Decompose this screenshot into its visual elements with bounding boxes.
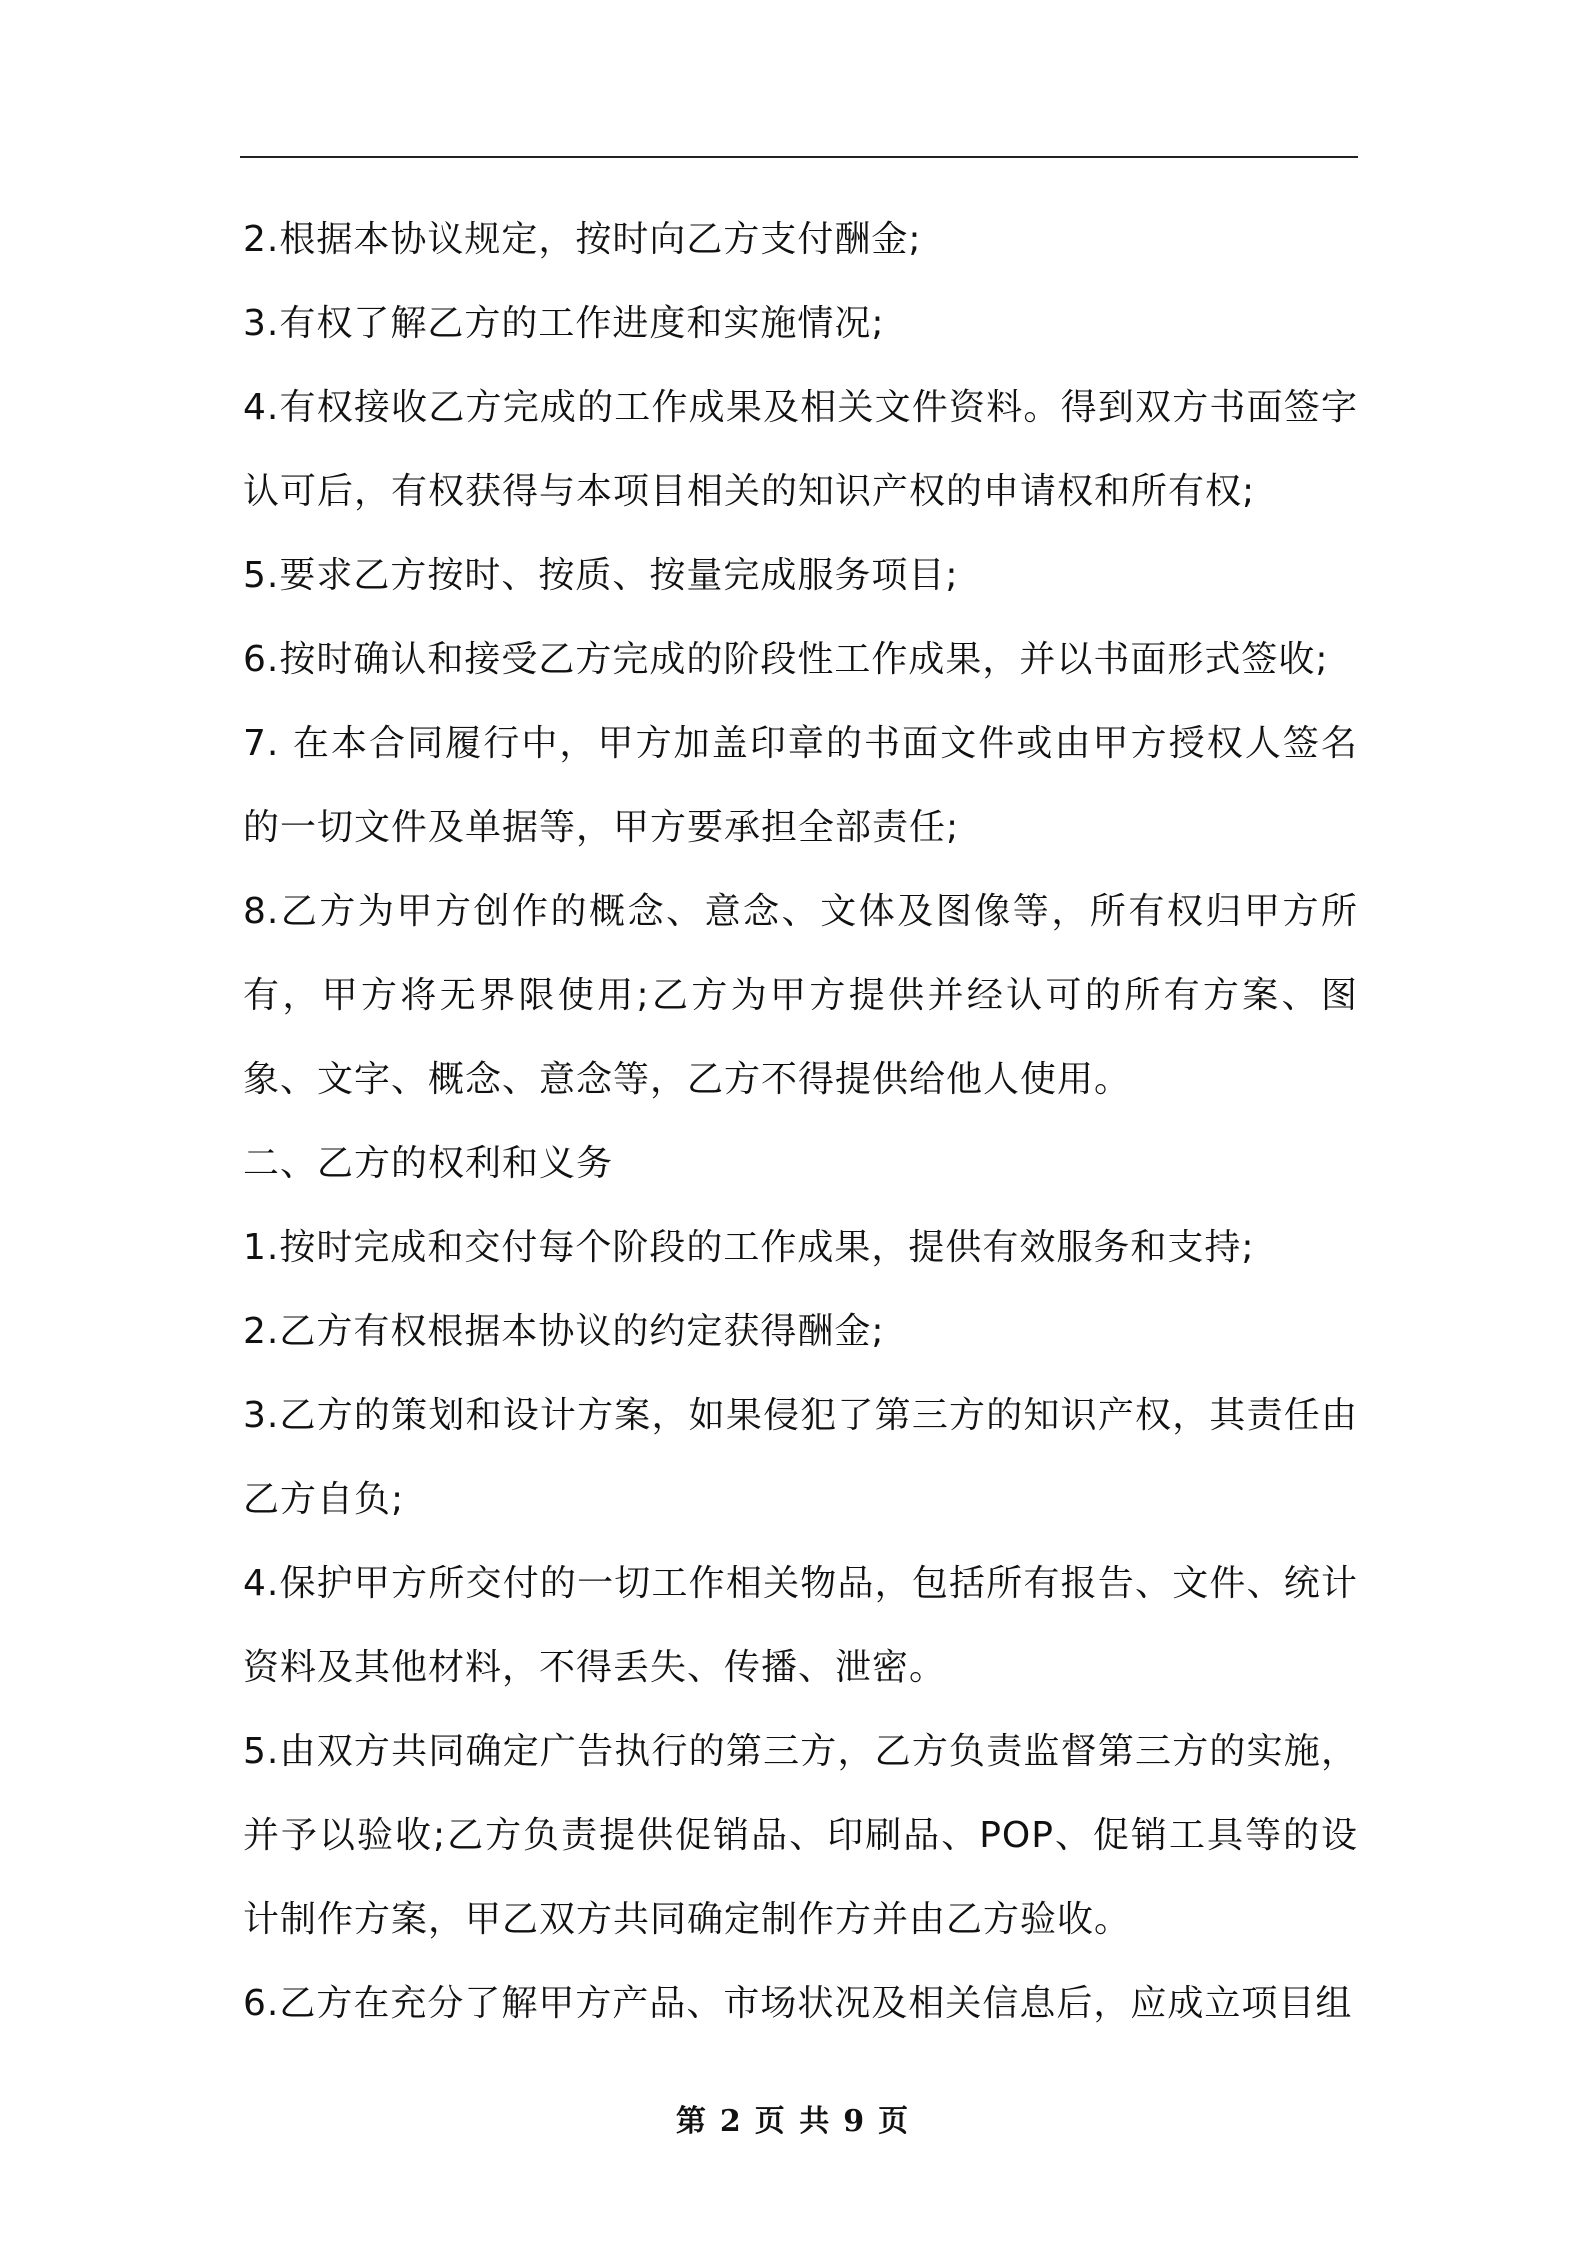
total-pages-number: 9 [843,2104,867,2139]
paragraph: 3.乙方的策划和设计方案，如果侵犯了第三方的知识产权，其责任由乙方自负; [243,1395,1358,1520]
page-prefix: 第 [675,2104,708,2139]
paragraph: 8.乙方为甲方创作的概念、意念、文体及图像等，所有权归甲方所有，甲方将无界限使用;乙方为甲方提供并经认可的所有方案、图象、文字、概念、意念等，乙方不得提供给他人使用。 [243,891,1358,1100]
paragraph: 5.由双方共同确定广告执行的第三方，乙方负责监督第三方的实施，并予以验收;乙方负责提供促销品、印刷品、POP、促销工具等的设计制作方案，甲乙双方共同确定制作方并由乙方验收。 [243,1731,1358,1940]
page-mid-text: 页 共 [754,2104,832,2139]
paragraph: 6.乙方在充分了解甲方产品、市场状况及相关信息后，应成立项目组 [243,1983,1353,2024]
paragraph: 3.有权了解乙方的工作进度和实施情况; [243,303,885,344]
section-heading: 二、乙方的权利和义务 [243,1143,614,1184]
paragraph: 6.按时确认和接受乙方完成的阶段性工作成果，并以书面形式签收; [243,639,1329,680]
paragraph: 1.按时完成和交付每个阶段的工作成果，提供有效服务和支持; [243,1227,1255,1268]
header-divider [240,156,1358,158]
document-body [243,198,1358,2046]
paragraph: 4.有权接收乙方完成的工作成果及相关文件资料。得到双方书面签字认可后，有权获得与本项目相关的知识产权的申请权和所有权; [243,387,1358,512]
current-page-number: 2 [719,2104,743,2139]
page-number-footer [0,2096,1586,2140]
paragraph: 5.要求乙方按时、按质、按量完成服务项目; [243,555,959,596]
paragraph: 4.保护甲方所交付的一切工作相关物品，包括所有报告、文件、统计资料及其他材料，不得丢失、传播、泄密。 [243,1563,1358,1688]
paragraph: 7. 在本合同履行中，甲方加盖印章的书面文件或由甲方授权人签名的一切文件及单据等，甲方要承担全部责任; [243,723,1358,848]
paragraph: 2.根据本协议规定，按时向乙方支付酬金; [243,219,922,260]
paragraph: 2.乙方有权根据本协议的约定获得酬金; [243,1311,885,1352]
page-suffix: 页 [878,2104,911,2139]
